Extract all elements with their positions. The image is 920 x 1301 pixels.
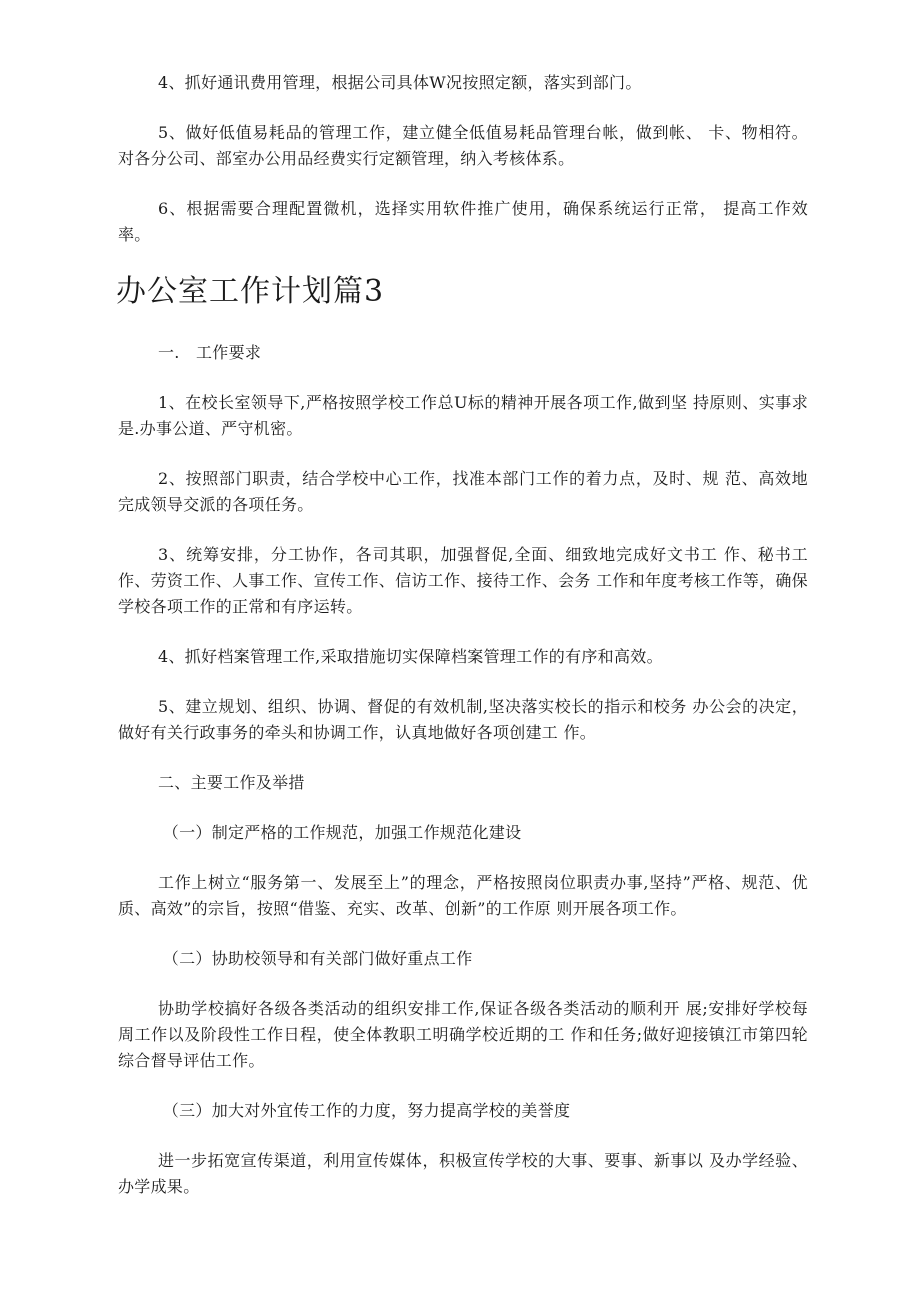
paragraph-publicity: 进一步拓宽宣传渠道，利用宣传媒体，积极宣传学校的大事、要事、新事以 及办学经验、办学成果。	[118, 1151, 808, 1196]
requirement-item-2: 2、按照部门职责，结合学校中心工作，找准本部门工作的着力点，及时、规 范、高效地完成领导交派的各项任务。	[118, 469, 808, 514]
paragraph-item-4: 4、抓好通讯费用管理，根据公司具体W况按照定额，落实到部门。	[158, 73, 642, 92]
paragraph-item-6: 6、根据需要合理配置微机，选择实用软件推广使用，确保系统运行正常， 提高工作效率。	[118, 199, 808, 244]
subheading-work-standards: （一）制定严格的工作规范，加强工作规范化建设	[162, 823, 522, 842]
subheading-publicity: （三）加大对外宜传工作的力度，努力提高学校的美誉度	[162, 1101, 571, 1120]
subheading-assist-leaders: （二）协助校领导和有关部门做好重点工作	[162, 949, 473, 968]
requirement-item-5: 5、建立规划、组织、协调、督促的有效机制,坚决落实校长的指示和校务 办公会的决定，做好有关行政事务的牵头和协调工作，认真地做好各项创建工 作。	[118, 697, 808, 742]
subheading-work-requirements: 一. 工作要求	[158, 343, 262, 362]
document-page	[118, 70, 808, 1224]
subheading-main-work: 二、主要工作及举措	[158, 773, 305, 792]
paragraph-assist-leaders: 协助学校搞好各级各类活动的组织安排工作,保证各级各类活动的顺利开 展;安排好学校每周工作以及阶段性工作日程，使全体教职工明确学校近期的工 作和任务;做好迎接镇江市第四轮综合督导评估工作。	[118, 999, 808, 1070]
section-title: 办公室工作计划篇3	[116, 274, 385, 309]
requirement-item-3: 3、统筹安排，分工协作，各司其职，加强督促,全面、细致地完成好文书工 作、秘书工作、劳资工作、人事工作、宣传工作、信访工作、接待工作、会务 工作和年度考核工作等，确保学校各项工作的正常和有序运转。	[118, 545, 808, 616]
paragraph-work-standards: 工作上树立“服务第一、发展至上”的理念，严格按照岗位职责办事,坚持”严格、规范、优质、高效”的宗旨，按照“借鉴、充实、改革、创新”的工作原 则开展各项工作。	[118, 873, 808, 918]
paragraph-item-5: 5、做好低值易耗品的管理工作，建立健全低值易耗品管理台帐，做到帐、 卡、物相符。对各分公司、部室办公用品经费实行定额管理，纳入考核体系。	[118, 123, 808, 168]
requirement-item-1: 1、在校长室领导下,严格按照学校工作总U标的精神开展各项工作,做到坚 持原则、实事求是.办事公道、严守机密。	[118, 393, 808, 438]
requirement-item-4: 4、抓好档案管理工作,采取措施切实保障档案管理工作的有序和高效。	[158, 647, 663, 666]
